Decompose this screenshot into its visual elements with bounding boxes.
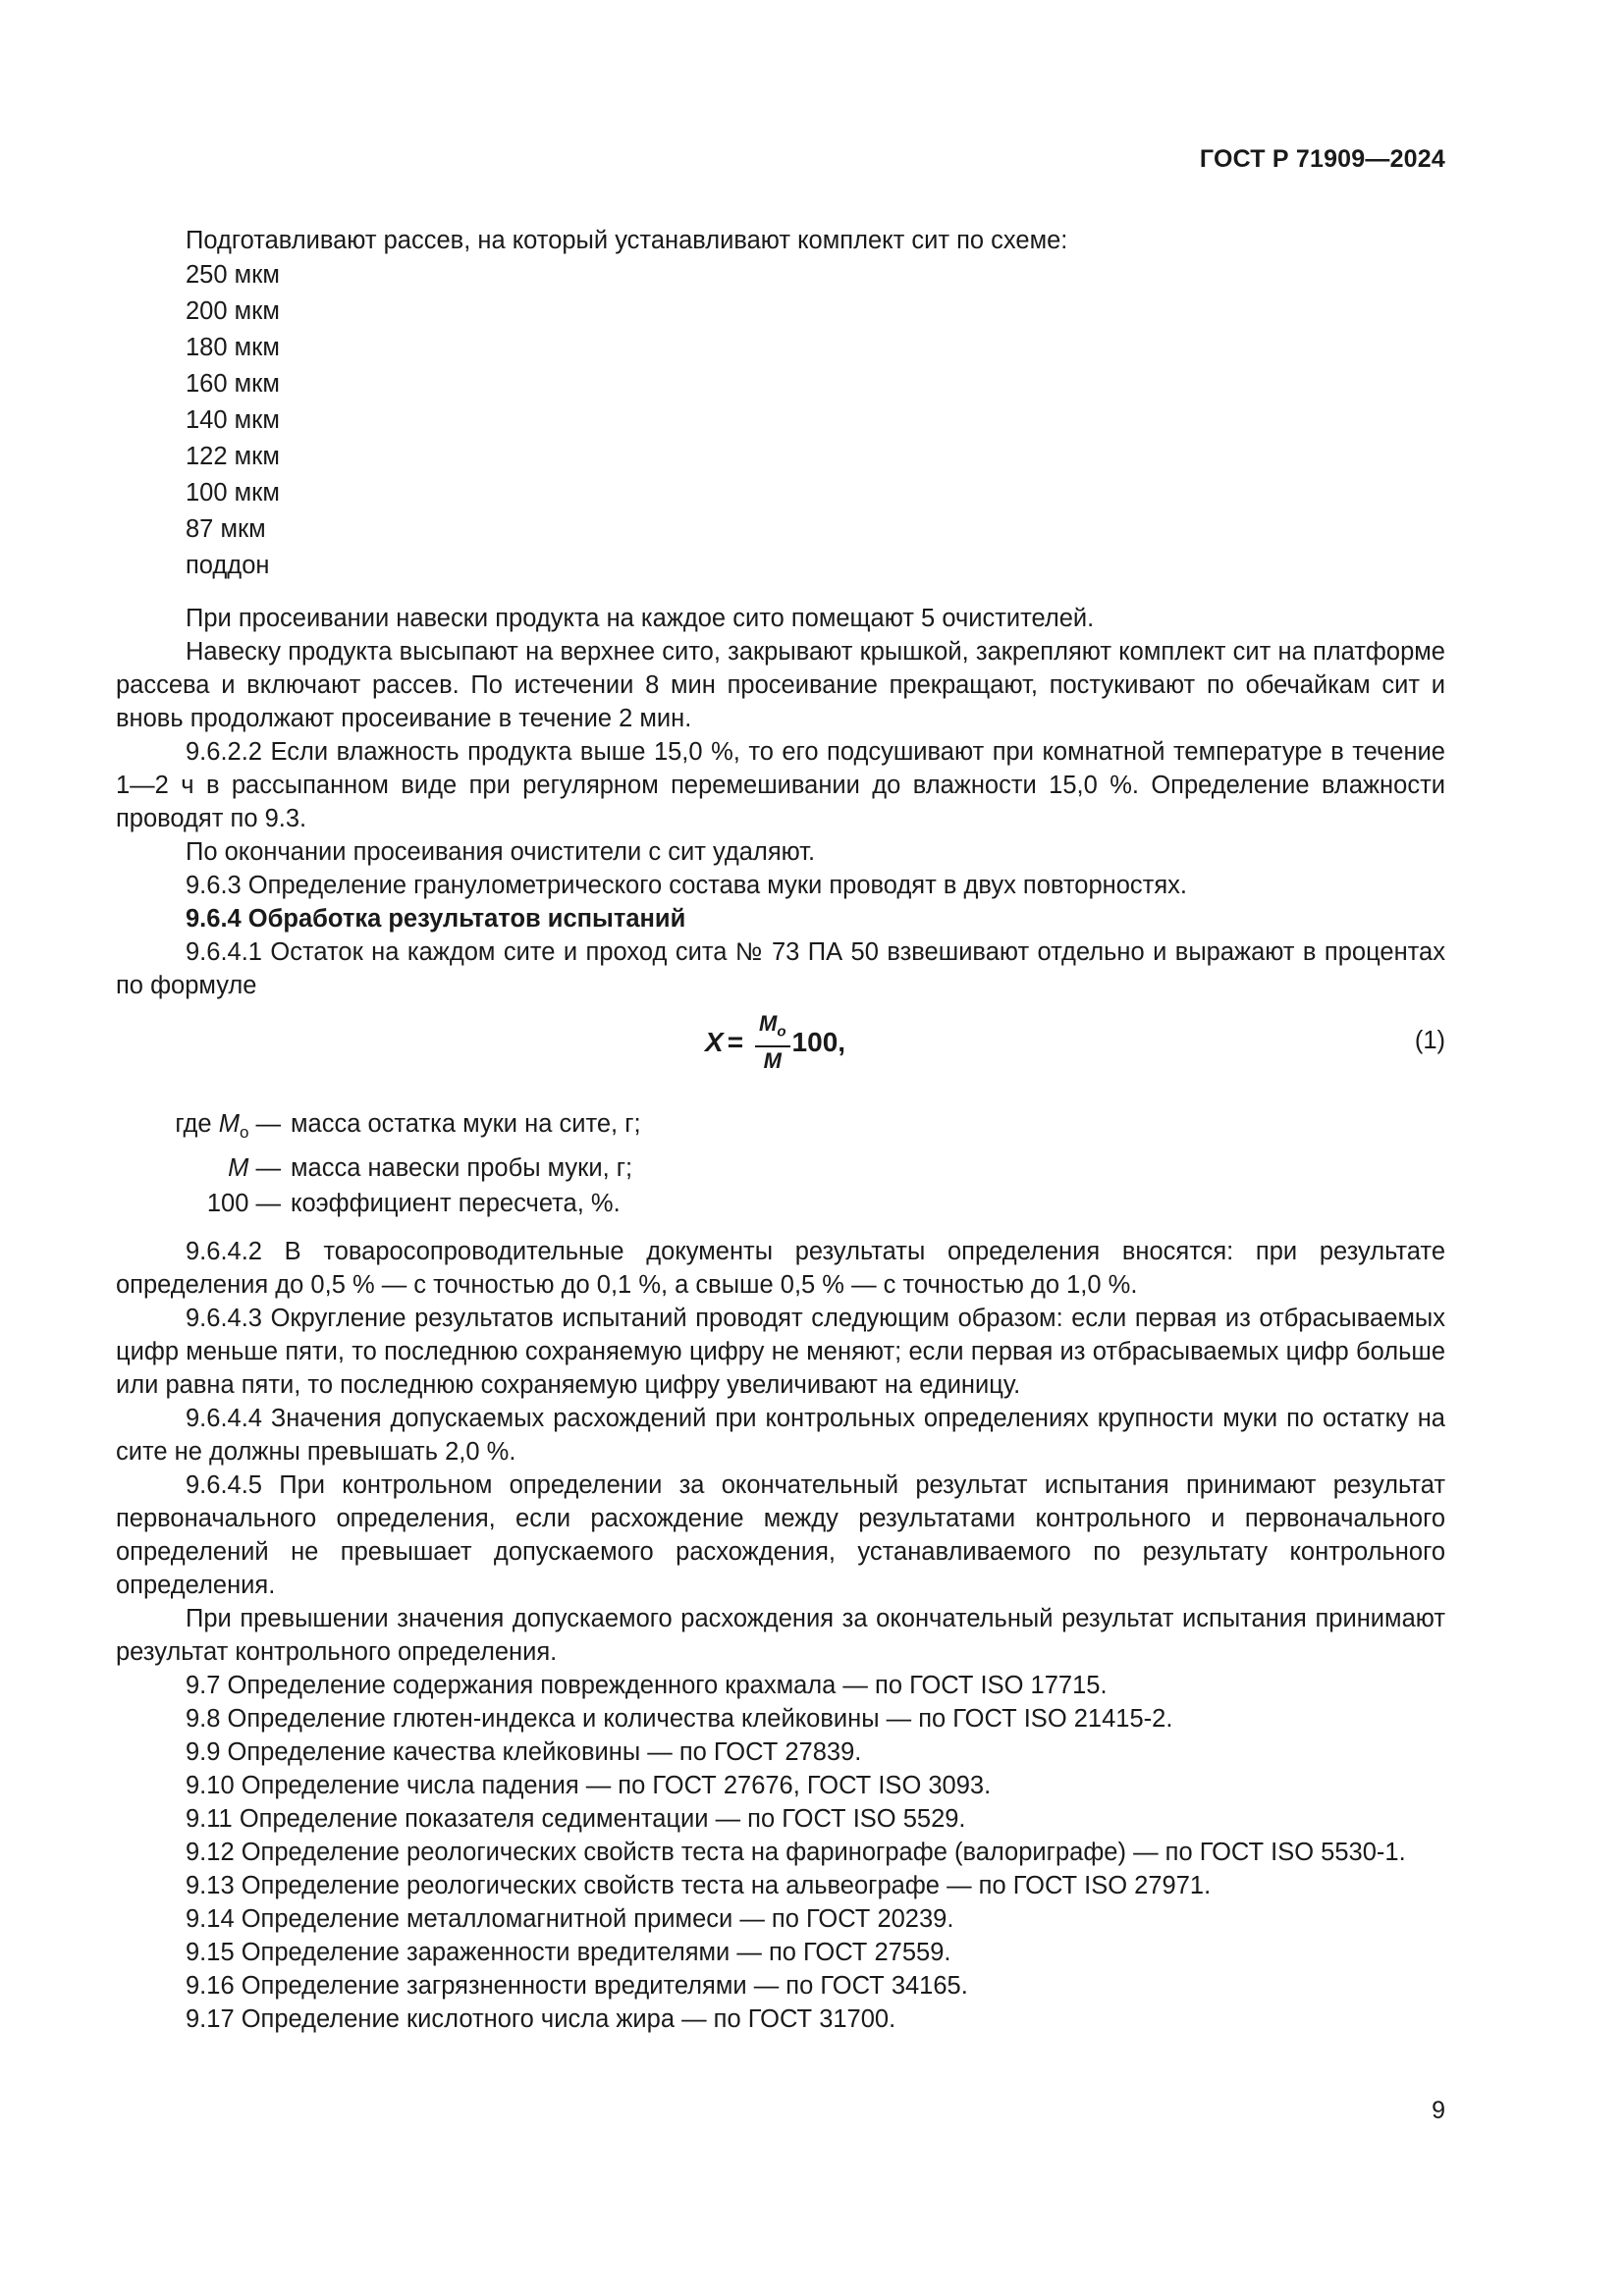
paragraph: 9.13 Определение реологических свойств теста на альвеографе — по ГОСТ ISO 27971. (186, 1872, 1212, 1900)
paragraph: 9.6.2.2 Если влажность продукта выше 15,0 %, то его подсушивают при комнатной температуре в течение 1—2 ч в рассыпанном виде при регулярном перемешивании до влажности 15,0 %. Определение влажности проводят по 9.3. (116, 738, 1445, 832)
paragraph: При превышении значения допускаемого расхождения за окончательный результат испытания принимают результат контрольного определения. (116, 1605, 1445, 1667)
paragraph: 9.6.4.3 Округление результатов испытаний проводят следующим образом: если первая из отбрасываемых цифр меньше пяти, то последнюю сохраняемую цифру не меняют; если первая из отбрасываемых цифр больше или равна пяти, то последнюю сохраняемую цифру увеличивают на единицу. (116, 1305, 1445, 1400)
paragraph: 9.6.3 Определение гранулометрического состава муки проводят в двух повторностях. (186, 872, 1187, 899)
paragraph: 9.17 Определение кислотного числа жира — по ГОСТ 31700. (186, 2005, 896, 2034)
formula-denominator: M (763, 1048, 782, 1074)
paragraph: При просеивании навески продукта на каждое сито помещают 5 очистителей. (186, 605, 1095, 632)
sieve-list (186, 257, 1445, 584)
paragraph: 9.16 Определение загрязненности вредителями — по ГОСТ 34165. (186, 1972, 968, 2001)
page-number: 9 (1432, 2097, 1445, 2124)
sieve-item: 180 мкм (186, 334, 280, 361)
formula-legend (116, 1106, 1445, 1221)
paragraph: 9.6.4.2 В товаросопроводительные документы результаты определения вносятся: при результате определения до 0,5 % — с точностью до 0,1 %, а свыше 0,5 % — с точностью до 1,0 %. (116, 1238, 1445, 1300)
paragraph: 9.12 Определение реологических свойств теста на фаринографе (валориграфе) — по ГОСТ ISO 5530-1. (186, 1839, 1406, 1867)
paragraph: 9.8 Определение глютен-индекса и количества клейковины — по ГОСТ ISO 21415-2. (186, 1705, 1173, 1734)
intro-paragraph: Подготавливают рассев, на который устанавливают комплект сит по схеме: (186, 227, 1068, 254)
paragraph: 9.11 Определение показателя седиментации — по ГОСТ ISO 5529. (186, 1805, 966, 1834)
paragraph: 9.7 Определение содержания поврежденного крахмала — по ГОСТ ISO 17715. (186, 1672, 1108, 1700)
document-body (116, 224, 1445, 2036)
formula-numerator: $M_o$ (759, 1011, 786, 1041)
paragraph: 9.9 Определение качества клейковины — по ГОСТ 27839. (186, 1738, 862, 1767)
formula-expression (705, 1010, 845, 1075)
paragraph: 9.15 Определение зараженности вредителями — по ГОСТ 27559. (186, 1939, 951, 1967)
sieve-item: 160 мкм (186, 370, 280, 398)
formula-tail: 100, (791, 1027, 846, 1058)
paragraph: 9.6.4.5 При контрольном определении за окончательный результат испытания принимают результат первоначального определения, если расхождение между результатами контрольного и первоначального определений не превышает допускаемого расхождения, устанавливаемого по результату контрольного определения. (116, 1471, 1445, 1600)
formula-1 (116, 1008, 1445, 1096)
paragraph: Навеску продукта высыпают на верхнее сито, закрывают крышкой, закрепляют комплект сит на платформе рассева и включают рассев. По истечении 8 мин просеивание прекращают, постукивают по обечайкам сит и вновь продолжают просеивание в течение 2 мин. (116, 638, 1445, 732)
paragraph: 9.10 Определение числа падения — по ГОСТ 27676, ГОСТ ISO 3093. (186, 1772, 992, 1800)
sieve-item: 122 мкм (186, 443, 280, 470)
sieve-item: 87 мкм (186, 515, 266, 543)
paragraph: 9.14 Определение металломагнитной примеси — по ГОСТ 20239. (186, 1905, 954, 1934)
section-heading: 9.6.4 Обработка результатов испытаний (186, 905, 686, 933)
legend-row: 100 — коэффициент пересчета, %. (206, 1190, 621, 1218)
legend-row: M — масса навески пробы муки, г; (228, 1154, 633, 1183)
formula-fraction (755, 1010, 790, 1075)
formula-lhs: X (705, 1027, 724, 1058)
formula-number: (1) (1414, 1027, 1445, 1054)
formula-equals: = (727, 1027, 744, 1058)
paragraph: 9.6.4.4 Значения допускаемых расхождений при контрольных определениях крупности муки по остатку на сите не должны превышать 2,0 %. (116, 1405, 1445, 1467)
sieve-item: 200 мкм (186, 297, 280, 325)
sieve-item: 250 мкм (186, 261, 280, 289)
document-header: ГОСТ Р 71909—2024 (1199, 145, 1445, 173)
legend-row: где $M_o$ — масса остатка муки на сите, г; (175, 1110, 641, 1143)
paragraph: 9.6.4.1 Остаток на каждом сите и проход сита № 73 ПА 50 взвешивают отдельно и выражают в процентах по формуле (116, 938, 1445, 999)
sieve-item: поддон (186, 552, 270, 579)
sieve-item: 100 мкм (186, 479, 280, 507)
sieve-item: 140 мкм (186, 406, 280, 434)
paragraph: По окончании просеивания очистители с сит удаляют. (186, 838, 816, 866)
